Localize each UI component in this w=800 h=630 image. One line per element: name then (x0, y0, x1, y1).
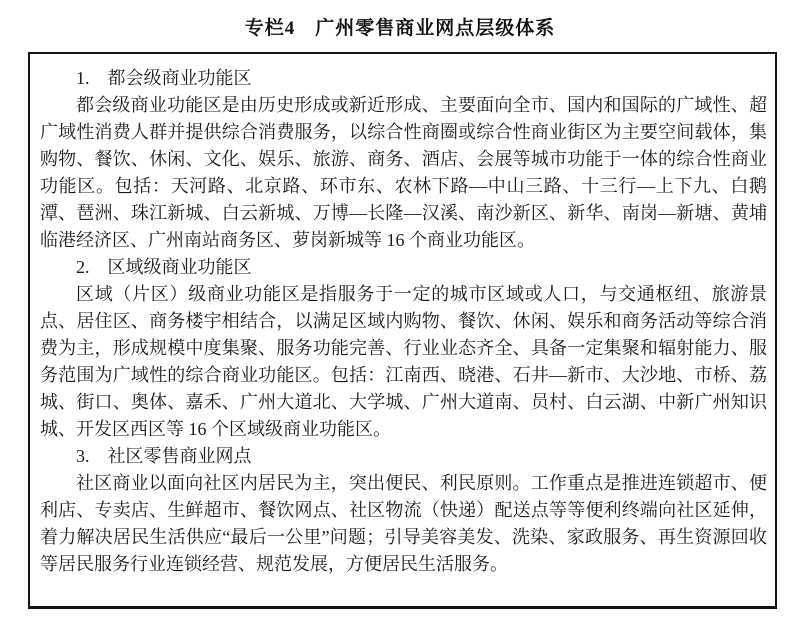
section-community (40, 443, 767, 578)
column-content-box (28, 52, 777, 609)
section-3-body: 社区商业以面向社区内居民为主，突出便民、利民原则。工作重点是推进连锁超市、便利店、专卖店、生鲜超市、餐饮网点、社区物流（快递）配送点等等便利终端向社区延伸，着力解决居民生活供应“最后一公里”问题；引导美容美发、洗染、家政服务、再生资源回收等居民服务行业连锁经营、规范发展，方便居民生活服务。 (40, 473, 767, 574)
section-metropolitan (40, 65, 767, 254)
section-2-heading: 2. 区域级商业功能区 (76, 257, 252, 277)
section-1-heading: 1. 都会级商业功能区 (76, 68, 252, 88)
section-3-heading: 3. 社区零售商业网点 (76, 446, 252, 466)
section-1-body: 都会级商业功能区是由历史形成或新近形成、主要面向全市、国内和国际的广域性、超广域性消费人群并提供综合消费服务，以综合性商圈或综合性商业街区为主要空间载体，集购物、餐饮、休闲、文化、娱乐、旅游、商务、酒店、会展等城市功能于一体的综合性商业功能区。包括：天河路、北京路、环市东、农林下路—中山三路、十三行—上下九、白鹅潭、琶洲、珠江新城、白云新城、万博—长隆—汉溪、南沙新区、新华、南岗—新塘、黄埔临港经济区、广州南站商务区、萝岗新城等 16 个商业功能区。 (40, 95, 767, 250)
section-regional (40, 254, 767, 443)
section-2-body: 区域（片区）级商业功能区是指服务于一定的城市区域或人口，与交通枢纽、旅游景点、居住区、商务楼宇相结合，以满足区域内购物、餐饮、休闲、娱乐和商务活动等综合消费为主，形成规模中度集聚、服务功能完善、行业业态齐全、具备一定集聚和辐射能力、服务范围为广域性的综合商业功能区。包括：江南西、晓港、石井—新市、大沙地、市桥、荔城、街口、奥体、嘉禾、广州大道北、大学城、广州大道南、员村、白云湖、中新广州知识城、开发区西区等 16 个区域级商业功能区。 (40, 284, 767, 439)
column-title: 专栏4 广州零售商业网点层级体系 (244, 18, 556, 39)
